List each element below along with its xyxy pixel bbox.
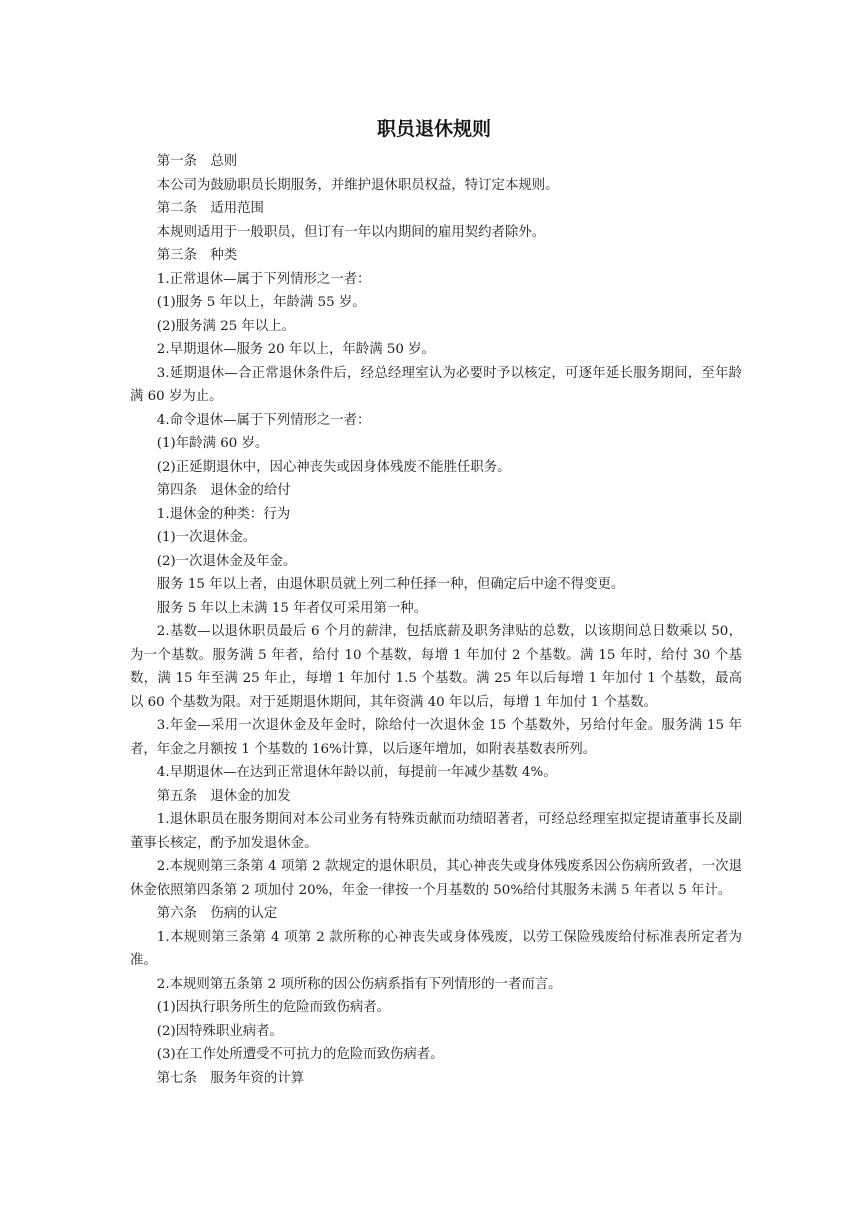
paragraph: 3.延期退休—合正常退休条件后，经总经理室认为必要时予以核定，可逐年延长服务期间，至年龄满 60 岁为止。 [130,365,742,404]
paragraph: 4.命令退休—属于下列情形之一者： [156,412,371,428]
article-heading: 第一条 总则 [156,154,238,169]
paragraph: 1.退休金的种类：行为 [156,506,291,522]
paragraph: 1.本规则第三条第 4 项第 2 款所称的心神丧失或身体残废，以劳工保险残废给付标准表所定者为准。 [130,929,742,968]
paragraph: 本公司为鼓励职员长期服务，并维护退休职员权益，特订定本规则。 [156,177,559,193]
paragraph: (1)因执行职务所生的危险而致伤病者。 [156,1000,391,1015]
paragraph: (2)一次退休金及年金。 [156,553,297,569]
paragraph: 2.早期退休—服务 20 年以上，年龄满 50 岁。 [156,342,435,357]
document-body [130,150,742,1090]
paragraph: 2.本规则第五条第 2 项所称的因公伤病系指有下列情形的一者而言。 [156,976,562,992]
article-heading: 第五条 退休金的加发 [156,788,291,804]
paragraph: 3.年金—采用一次退休金及年金时，除给付一次退休金 15 个基数外，另给付年金。服务满 15 年者，年金之月额按 1 个基数的 16%计算，以后逐年增加，如附表基数表所列。 [130,718,742,757]
article-heading: 第四条 退休金的给付 [156,483,291,498]
paragraph: (3)在工作处所遭受不可抗力的危险而致伤病者。 [156,1047,444,1062]
paragraph: 2.基数—以退休职员最后 6 个月的薪津，包括底薪及职务津贴的总数，以该期间总日数乘以 50，为一个基数。服务满 5 年者，给付 10 个基数，每增 1 年加付 2 个基数。满 15 年时，给付 30 个基数，满 15 年至满 25 年止，每增 1 年加付 1.5 个基数。满 25 年以后每增 1 年加付 1 个基数，最高以 60 个基数为限。对于延期退休期间，其年资满 40 年以后，每增 1 年加付 1 个基数。 [130,624,742,710]
paragraph: (1)服务 5 年以上，年龄满 55 岁。 [156,295,366,310]
paragraph: 本规则适用于一般职员，但订有一年以内期间的雇用契约者除外。 [156,224,546,240]
paragraph: 2.本规则第三条第 4 项第 2 款规定的退休职员，其心神丧失或身体残废系因公伤病所致者，一次退休金依照第四条第 2 项加付 20%，年金一律按一个月基数的 50%给付其服务未满 5 年者以 5 年计。 [130,859,742,898]
article-heading: 第三条 种类 [156,248,238,263]
paragraph: 服务 5 年以上未满 15 年者仅可采用第一种。 [156,600,428,616]
article-heading: 第七条 服务年资的计算 [156,1070,305,1086]
page-title: 职员退休规则 [376,118,491,140]
paragraph: (1)年龄满 60 岁。 [156,436,269,451]
paragraph: (2)因特殊职业病者。 [156,1023,283,1039]
article-heading: 第二条 适用范围 [156,201,264,216]
paragraph: (2)正延期退休中，因心神丧失或因身体残废不能胜任职务。 [156,459,511,475]
paragraph: (1)一次退休金。 [156,530,257,545]
paragraph: 1.退休职员在服务期间对本公司业务有特殊贡献而功绩昭著者，可经总经理室拟定提请董事长及副董事长核定，酌予加发退休金。 [130,812,742,851]
paragraph: 4.早期退休—在达到正常退休年龄以前，每提前一年减少基数 4%。 [156,765,557,780]
paragraph: 服务 15 年以上者，由退休职员就上列二种任择一种，但确定后中途不得变更。 [156,577,625,592]
article-heading: 第六条 伤病的认定 [156,906,278,921]
paragraph: 1.正常退休—属于下列情形之一者： [156,271,371,287]
paragraph: (2)服务满 25 年以上。 [156,318,296,334]
